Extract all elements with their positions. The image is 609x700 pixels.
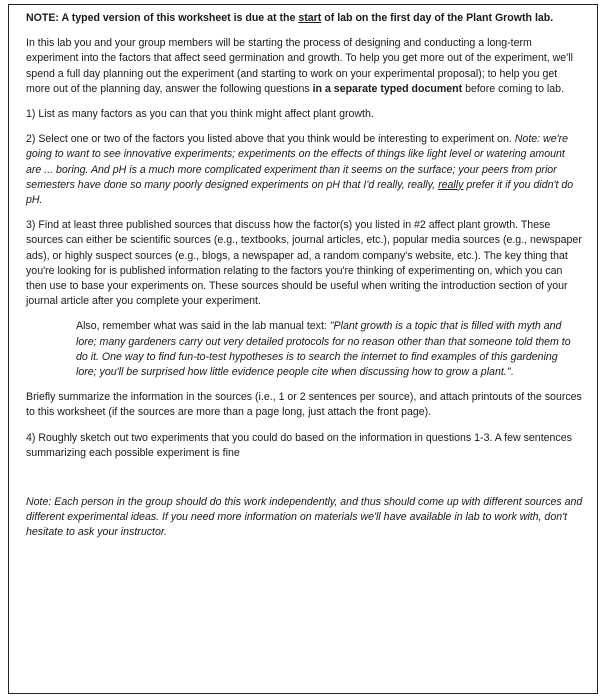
intro-text: In this lab you and your group members will be starting the process of designing and conducting a long-term experiment into the factors that affect seed germination and growth. To help you get more out of the experiment, we'll spend a full day planning out the experiment (and starting to work on your experimental proposal); to help you get more out of the planning day, answer the following questions — [26, 37, 573, 95]
worksheet-page — [8, 4, 598, 694]
question-4: 4) Roughly sketch out two experiments that you could do based on the information in questions 1-3. A few sentences summarizing each possible experiment is fine — [26, 431, 572, 459]
question-1: 1) List as many factors as you can that you think might affect plant growth. — [26, 108, 374, 121]
intro-paragraph — [26, 36, 583, 97]
due-notice-start-word: start — [298, 12, 322, 24]
summary-instructions: Briefly summarize the information in the sources (i.e., 1 or 2 sentences per source), and attach printouts of the sources to this worksheet (if the sources are more than a page long, just attach the front page). — [26, 391, 582, 419]
final-note: Note: Each person in the group should do this work independently, and thus should come up with different sources and different experimental ideas. If you need more information on materials we'll have available in lab to work with, don't hesitate to ask your instructor. — [26, 496, 583, 539]
intro-bold-phrase: in a separate typed document — [312, 82, 463, 95]
due-notice-lead: NOTE: A typed version of this worksheet is due at the — [26, 12, 299, 24]
intro-end: before coming to lab. — [462, 82, 565, 95]
due-notice-tail: of lab on the first day of the Plant Growth lab. — [321, 12, 554, 24]
question-2-note: Note: we're going to want to see innovative experiments; experiments on the effects of things like light level or watering amount are ... boring. And pH is a much more complicated experiment than it seems on the surface; your peers from prior semesters have done so many poorly designed experiments on pH that I'd really, really, — [26, 133, 569, 191]
due-notice — [26, 11, 583, 26]
quote-end: . — [510, 366, 514, 379]
quote-text: "Plant growth is a topic that is filled with myth and lore; many gardeners carry out very detailed protocols for no reason other than that someone told them to do it. One way to find fun-to-test hypotheses is to search the internet to find examples of this gardening lore; you'll be surprised how little evidence people cite when discussing how to grow a plant." — [76, 320, 571, 379]
quote-lead: Also, remember what was said in the lab manual text: — [76, 320, 330, 333]
question-2-text: 2) Select one or two of the factors you listed above that you think would be interesting to experiment on. — [26, 133, 515, 146]
question-2-really-word: really — [438, 178, 464, 191]
question-3: 3) Find at least three published sources that discuss how the factor(s) you listed in #2 affect plant growth. These sources can either be scientific sources (e.g., textbooks, journal articles, etc.), popular media sources (e.g., newspaper ads), or highly suspect sources (e.g., blogs, a newspaper ad, a random company's website, etc.). The key thing that you're looking for is published information relating to the factors you're thinking of experimenting on, which you can then use to base your experiments on. These sources should be useful when writing the introduction section of your journal article after you complete your experiment. — [26, 219, 582, 308]
question-2 — [26, 132, 583, 208]
lab-manual-quote — [76, 319, 577, 380]
question-2-note-end: prefer it if you didn't do pH. — [26, 178, 574, 207]
